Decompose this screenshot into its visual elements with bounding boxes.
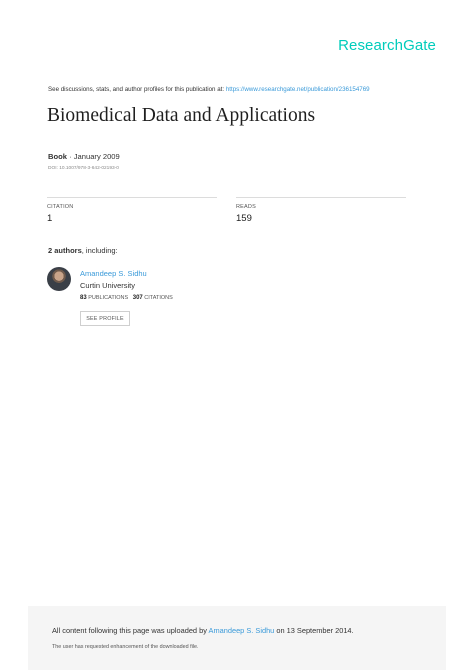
citation-value: 1 — [47, 213, 53, 224]
uploader-link[interactable]: Amandeep S. Sidhu — [208, 626, 275, 635]
reads-value: 159 — [236, 213, 252, 224]
authors-count: 2 authors — [48, 246, 82, 255]
researchgate-logo[interactable]: ResearchGate — [338, 37, 436, 54]
discussions-line — [48, 86, 370, 93]
meta-separator: · — [66, 152, 74, 161]
author-name-link[interactable]: Amandeep S. Sidhu — [80, 269, 147, 278]
publication-title: Biomedical Data and Applications — [47, 105, 316, 126]
footer-note: The user has requested enhancement of the downloaded file. — [52, 644, 199, 650]
citation-stat — [47, 197, 217, 224]
publications-count: 83 — [80, 295, 87, 301]
upload-prefix: All content following this page was uploaded by — [52, 626, 209, 635]
authors-suffix: , including: — [81, 246, 118, 255]
publication-doi: DOI: 10.1007/978-3-642-02193-0 — [48, 166, 119, 171]
publication-url-link[interactable]: https://www.researchgate.net/publication/236154769 — [225, 86, 370, 93]
upload-suffix: on 13 September 2014. — [274, 626, 354, 635]
publication-type: Book — [48, 152, 67, 161]
upload-info — [52, 626, 354, 635]
publication-date: January 2009 — [73, 152, 120, 161]
reads-label: READS — [236, 204, 256, 210]
publication-meta — [48, 152, 120, 161]
citation-label: CITATION — [47, 204, 74, 210]
discussions-prefix: See discussions, stats, and author profiles for this publication at: — [48, 86, 226, 93]
author-avatar[interactable] — [47, 267, 71, 291]
citations-label: CITATIONS — [142, 295, 173, 301]
citations-count: 307 — [132, 295, 143, 301]
authors-heading — [48, 246, 118, 255]
footer — [28, 606, 446, 670]
author-card — [47, 267, 347, 337]
see-profile-button[interactable]: SEE PROFILE — [80, 311, 130, 326]
reads-stat — [236, 197, 406, 224]
author-stats — [80, 295, 173, 301]
publications-label: PUBLICATIONS — [86, 295, 129, 301]
author-affiliation: Curtin University — [80, 281, 136, 290]
